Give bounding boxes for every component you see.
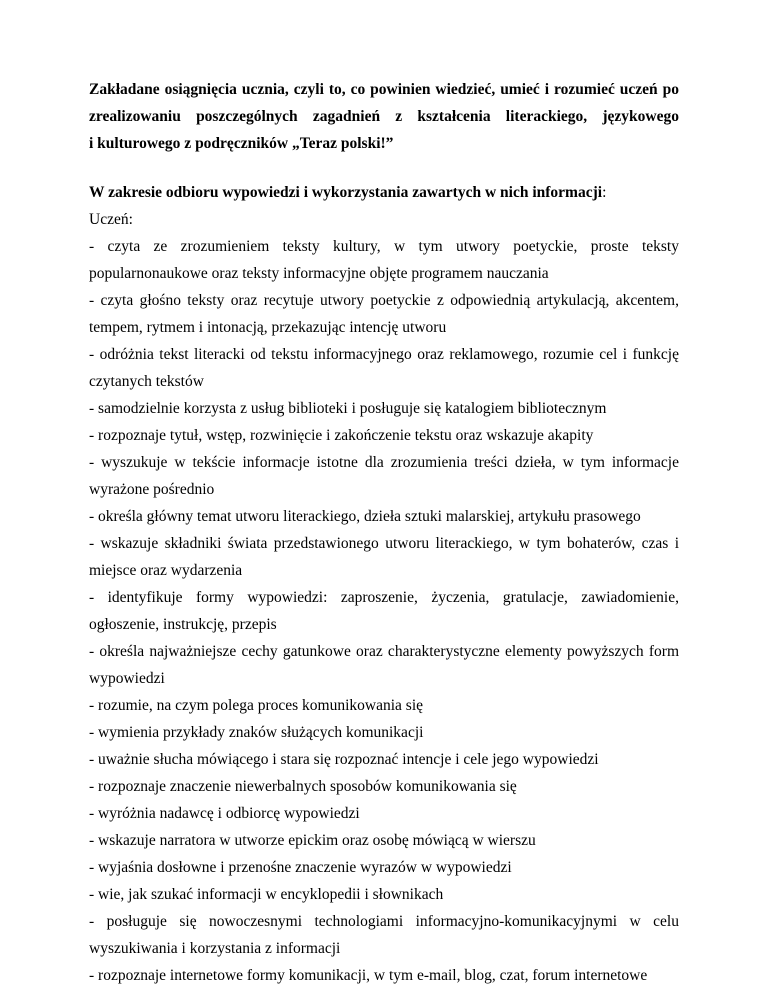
document-page [89, 76, 679, 989]
list-item: - wskazuje składniki świata przedstawionego utworu literackiego, w tym bohaterów, czas i miejsce oraz wydarzenia [89, 535, 679, 579]
list-item: - rozpoznaje tytuł, wstęp, rozwinięcie i zakończenie tekstu oraz wskazuje akapity [89, 427, 594, 444]
list-item: - określa najważniejsze cechy gatunkowe oraz charakterystyczne elementy powyższych form wypowiedzi [89, 643, 679, 687]
list-item: - rozpoznaje znaczenie niewerbalnych sposobów komunikowania się [89, 778, 517, 795]
list-item: - identyfikuje formy wypowiedzi: zaproszenie, życzenia, gratulacje, zawiadomienie, ogłoszenie, instrukcję, przepis [89, 589, 679, 633]
list-item: - wymienia przykłady znaków służących komunikacji [89, 724, 424, 741]
list-item: - posługuje się nowoczesnymi technologiami informacyjno-komunikacyjnymi w celu wyszukiwania i korzystania z informacji [89, 913, 679, 957]
list-item: - uważnie słucha mówiącego i stara się rozpoznać intencje i cele jego wypowiedzi [89, 751, 599, 768]
section-heading-text: W zakresie odbioru wypowiedzi i wykorzystania zawartych w nich informacji [89, 184, 603, 201]
section-heading [89, 179, 679, 206]
list-item: - czyta głośno teksty oraz recytuje utwory poetyckie z odpowiednią artykulacją, akcentem, tempem, rytmem i intonacją, przekazując intencję utworu [89, 292, 679, 336]
list-item: - czyta ze zrozumieniem teksty kultury, w tym utwory poetyckie, proste teksty popularnonaukowe oraz teksty informacyjne objęte programem nauczania [89, 238, 679, 282]
list-item: - odróżnia tekst literacki od tekstu informacyjnego oraz reklamowego, rozumie cel i funkcję czytanych tekstów [89, 346, 679, 390]
list-item: - wyjaśnia dosłowne i przenośne znaczenie wyrazów w wypowiedzi [89, 859, 512, 876]
section-heading-colon: : [602, 184, 607, 201]
list-item: - rozpoznaje internetowe formy komunikacji, w tym e-mail, blog, czat, forum internetowe [89, 967, 648, 984]
achievements-list [89, 233, 679, 989]
title-line: zrealizowaniu poszczególnych zagadnień z kształcenia literackiego, językowego [89, 108, 679, 125]
list-item: - rozumie, na czym polega proces komunikowania się [89, 697, 423, 714]
list-item: - wskazuje narratora w utworze epickim oraz osobę mówiącą w wierszu [89, 832, 536, 849]
list-item: - wyróżnia nadawcę i odbiorcę wypowiedzi [89, 805, 360, 822]
title-line: i kulturowego z podręczników „Teraz polski!” [89, 135, 394, 152]
list-item: - samodzielnie korzysta z usług biblioteki i posługuje się katalogiem bibliotecznym [89, 400, 607, 417]
list-item: - wyszukuje w tekście informacje istotne dla zrozumienia treści dzieła, w tym informacje wyrażone pośrednio [89, 454, 679, 498]
title-line: Zakładane osiągnięcia ucznia, czyli to, co powinien wiedzieć, umieć i rozumieć uczeń po [89, 81, 679, 98]
list-item: - wie, jak szukać informacji w encyklopedii i słownikach [89, 886, 444, 903]
document-title [89, 76, 679, 157]
list-item: - określa główny temat utworu literackiego, dzieła sztuki malarskiej, artykułu prasowego [89, 508, 641, 525]
intro-label: Uczeń: [89, 211, 133, 228]
